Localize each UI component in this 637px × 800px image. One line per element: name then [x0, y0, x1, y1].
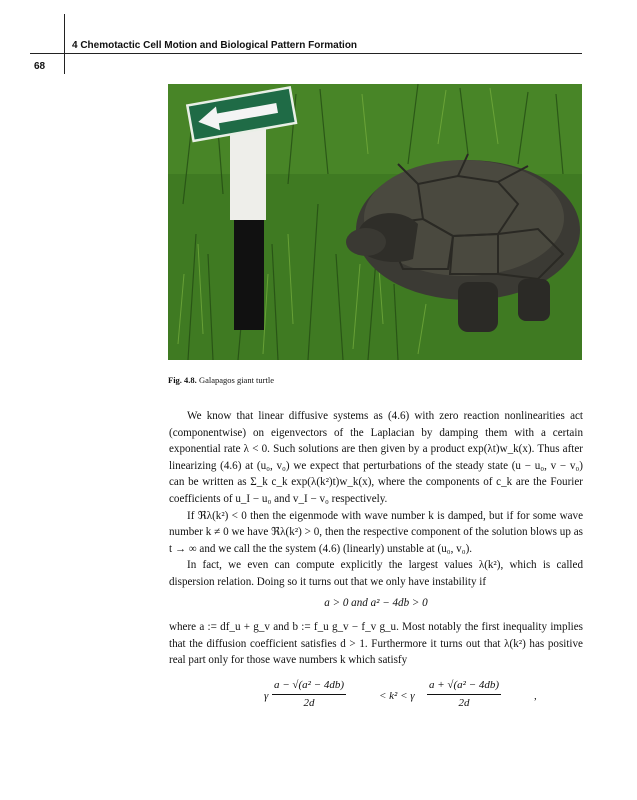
turtle-photo — [168, 84, 582, 360]
figure-caption-text: Galapagos giant turtle — [198, 375, 274, 385]
body-text — [169, 408, 583, 717]
wave-number-inequality — [169, 677, 583, 717]
eq-fraction-left — [272, 677, 346, 711]
eq-gamma-left: γ — [264, 689, 269, 702]
eq-numerator-right: a + √(a² − 4db) — [427, 677, 501, 695]
page-number: 68 — [34, 61, 46, 72]
eq-numerator-left: a − √(a² − 4db) — [272, 677, 346, 695]
header-rule — [30, 53, 582, 54]
paragraph-4: where a := df_u + g_v and b := f_u g_v − f_v g_u. Most notably the first inequality implies that the diffusion coefficient satisfies d > 1. Furthermore it turns out that λ(k²) has positive real part only for those wave numbers k which satisfy — [169, 621, 583, 667]
eq-fraction-right — [427, 677, 501, 711]
figure-label: Fig. 4.8. — [168, 375, 197, 385]
eq-end: , — [534, 689, 537, 702]
paragraph-1: We know that linear diffusive systems as (4.6) with zero reaction nonlinearities act (componentwise) on eigenvectors of the Laplacian by damping them with a certain exponential rate λ < 0. Such solutions are then given by a product exp(λt)w_k(x). Thus after linearizing (4.6) at (u₀, v₀) we expect that perturbations of the steady state (u − u₀, v − v₀) can be written as Σ_k c_k exp(λ(k²)t)w_k(x), where the components of c_k are the Fourier coefficients of u_I − u₀ and v_I − v₀ respectively. — [169, 410, 583, 505]
instability-condition: a > 0 and a² − 4db > 0 — [324, 596, 428, 609]
paragraph-3: In fact, we even can compute explicitly the largest values λ(k²), which is called dispersion relation. Doing so it turns out that we only have instability if — [169, 559, 583, 588]
eq-middle: < k² < γ — [379, 689, 415, 702]
running-title: 4 Chemotactic Cell Motion and Biological Pattern Formation — [72, 40, 358, 51]
eq-denominator-right: 2d — [458, 696, 470, 709]
turtle-photo-illustration — [168, 84, 582, 360]
figure-caption — [168, 375, 274, 385]
paragraph-2: If ℜλ(k²) < 0 then the eigenmode with wave number k is damped, but if for some wave number k ≠ 0 we have ℜλ(k²) > 0, then the respective component of the solution blows up as t → ∞ and we call the the system (4.6) (linearly) unstable at (u₀, v₀). — [169, 509, 583, 555]
margin-rule-vertical — [64, 14, 65, 74]
eq-denominator-left: 2d — [303, 696, 315, 709]
